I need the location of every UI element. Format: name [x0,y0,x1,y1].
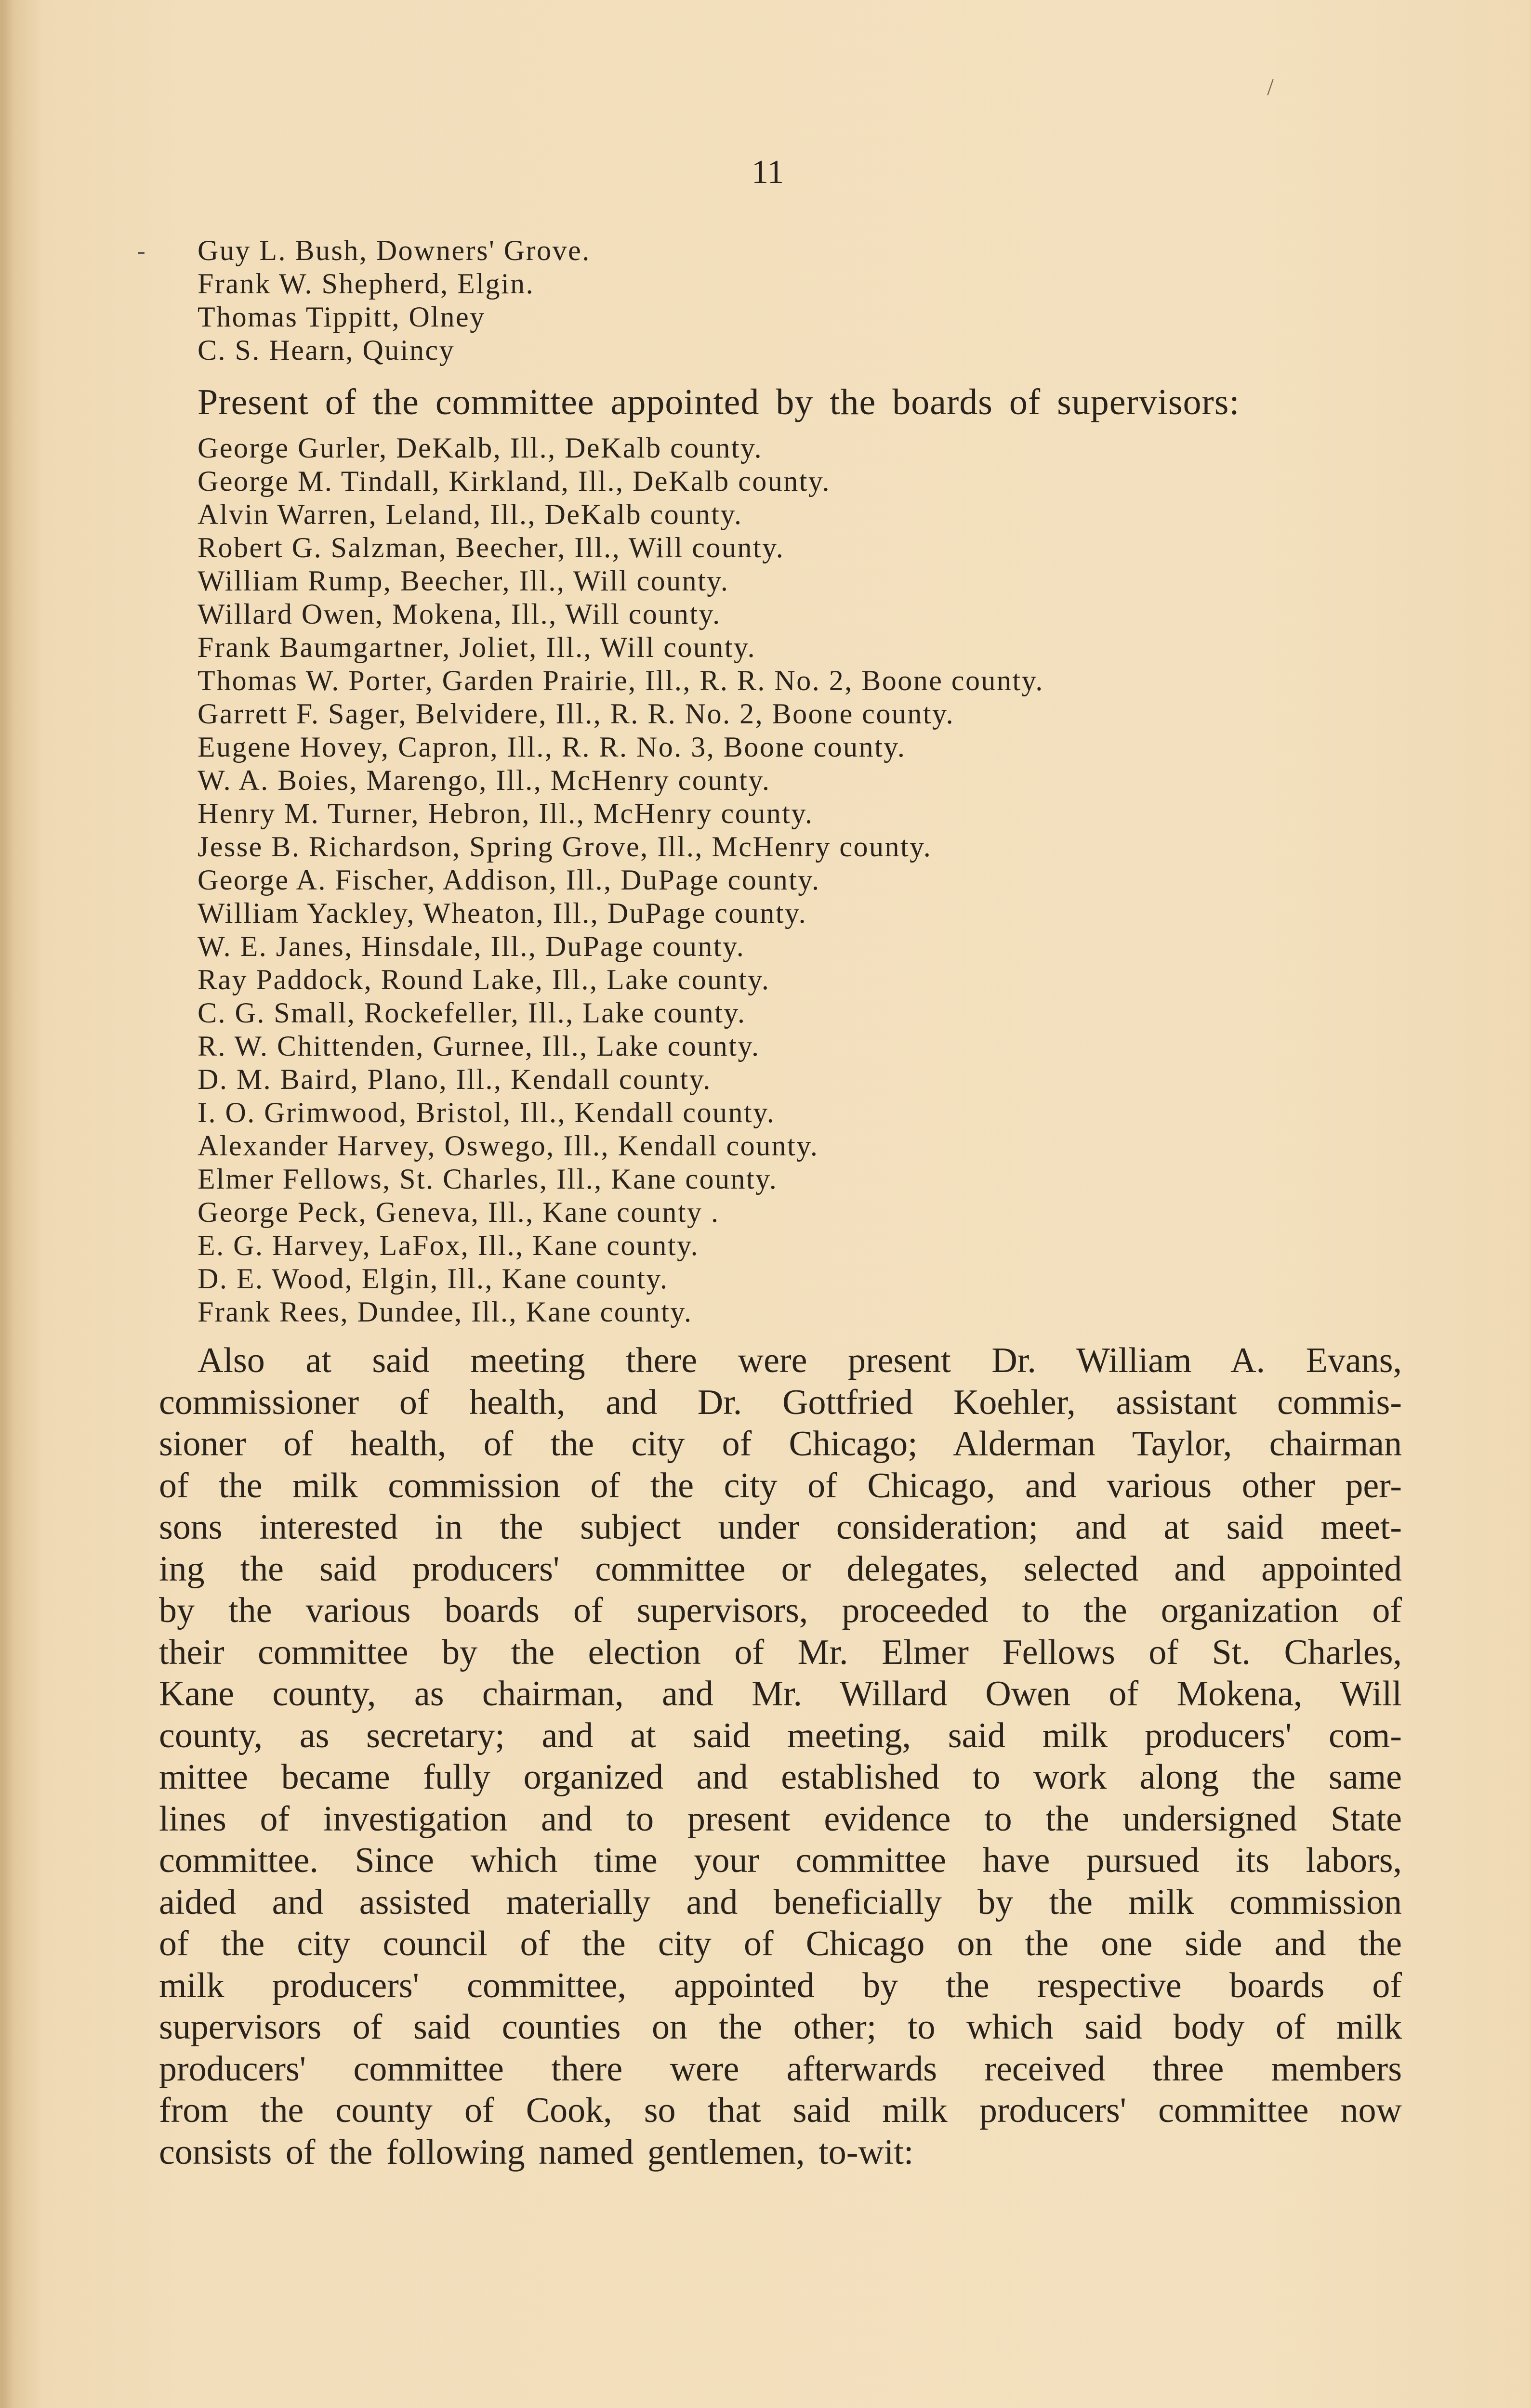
list-item: Thomas W. Porter, Garden Prairie, Ill., R. R. No. 2, Boone county. [198,665,1044,696]
paragraph-line: aided and assisted materially and beneficially by the milk commission [159,1882,1402,1922]
paragraph-line: sons interested in the subject under consideration; and at said meet- [159,1507,1402,1547]
list-item: Jesse B. Richardson, Spring Grove, Ill., McHenry county. [198,831,932,863]
paragraph-line: county, as secretary; and at said meeting, said milk producers' com- [159,1715,1402,1755]
list-item: Thomas Tippitt, Olney [198,301,486,333]
list-item: Eugene Hovey, Capron, Ill., R. R. No. 3, Boone county. [198,731,906,763]
list-item: Elmer Fellows, St. Charles, Ill., Kane county. [198,1163,778,1195]
paragraph-line: Kane county, as chairman, and Mr. Willard Owen of Mokena, Will [159,1674,1402,1714]
list-item: I. O. Grimwood, Bristol, Ill., Kendall county. [198,1097,776,1128]
list-item: D. E. Wood, Elgin, Ill., Kane county. [198,1263,669,1295]
list-item: W. A. Boies, Marengo, Ill., McHenry county. [198,764,771,796]
list-item: Ray Paddock, Round Lake, Ill., Lake county. [198,964,770,995]
list-item: George A. Fischer, Addison, Ill., DuPage county. [198,864,820,896]
paragraph-line: of the city council of the city of Chicago on the one side and the [159,1924,1402,1963]
paragraph-line: committee. Since which time your committee have pursued its labors, [159,1841,1402,1880]
list-item: Alvin Warren, Leland, Ill., DeKalb county. [198,498,743,530]
list-item: George Gurler, DeKalb, Ill., DeKalb county. [198,432,763,464]
member-list-continued [198,234,1531,367]
paragraph-line: their committee by the election of Mr. Elmer Fellows of St. Charles, [159,1632,1402,1672]
list-item: Frank Baumgartner, Joliet, Ill., Will county. [198,631,756,663]
list-item: Guy L. Bush, Downers' Grove. [198,235,591,266]
paragraph-line: milk producers' committee, appointed by the respective boards of [159,1965,1402,2005]
paragraph-line: from the county of Cook, so that said milk producers' committee now [159,2091,1402,2130]
list-item: R. W. Chittenden, Gurnee, Ill., Lake county. [198,1030,760,1062]
paragraph-line: producers' committee there were afterwards received three members [159,2049,1402,2089]
paragraph-line: consists of the following named gentlemen, to-wit: [159,2132,914,2172]
list-item: Henry M. Turner, Hebron, Ill., McHenry county. [198,798,814,829]
list-item: Frank W. Shepherd, Elgin. [198,268,535,300]
list-item: George Peck, Geneva, Ill., Kane county . [198,1196,720,1228]
list-item: Frank Rees, Dundee, Ill., Kane county. [198,1296,693,1328]
list-item: E. G. Harvey, LaFox, Ill., Kane county. [198,1230,700,1261]
paragraph-line: of the milk commission of the city of Chicago, and various other per- [159,1466,1402,1505]
paragraph-line: Also at said meeting there were present Dr. William A. Evans, [198,1341,1402,1380]
supervisors-committee-list [198,432,1531,1329]
list-item: William Rump, Beecher, Ill., Will county. [198,565,729,597]
list-item: George M. Tindall, Kirkland, Ill., DeKalb county. [198,465,831,497]
section-heading: Present of the committee appointed by the boards of supervisors: [198,382,1240,422]
paragraph-line: supervisors of said counties on the other; to which said body of milk [159,2007,1402,2047]
list-item: William Yackley, Wheaton, Ill., DuPage county. [198,897,807,929]
paragraph-line: ing the said producers' committee or delegates, selected and appointed [159,1549,1402,1589]
paragraph-line: by the various boards of supervisors, proceeded to the organization of [159,1591,1402,1630]
list-item: Willard Owen, Mokena, Ill., Will county. [198,598,721,630]
margin-mark: / [1267,73,1274,100]
margin-mark: - [137,237,145,264]
list-item: Robert G. Salzman, Beecher, Ill., Will county. [198,532,785,563]
list-item: C. S. Hearn, Quincy [198,334,455,366]
list-item: W. E. Janes, Hinsdale, Ill., DuPage county. [198,930,745,962]
list-item: D. M. Baird, Plano, Ill., Kendall county. [198,1063,712,1095]
list-item: C. G. Small, Rockefeller, Ill., Lake county. [198,997,746,1029]
paragraph-line: commissioner of health, and Dr. Gottfried Koehler, assistant commis- [159,1382,1402,1422]
list-item: Garrett F. Sager, Belvidere, Ill., R. R. No. 2, Boone county. [198,698,955,730]
body-paragraph [159,1340,1402,2173]
paragraph-line: lines of investigation and to present evidence to the undersigned State [159,1799,1402,1839]
paragraph-line: sioner of health, of the city of Chicago; Alderman Taylor, chairman [159,1424,1402,1464]
page-number: 11 [752,154,784,191]
list-item: Alexander Harvey, Oswego, Ill., Kendall county. [198,1130,819,1162]
paragraph-line: mittee became fully organized and established to work along the same [159,1757,1402,1797]
